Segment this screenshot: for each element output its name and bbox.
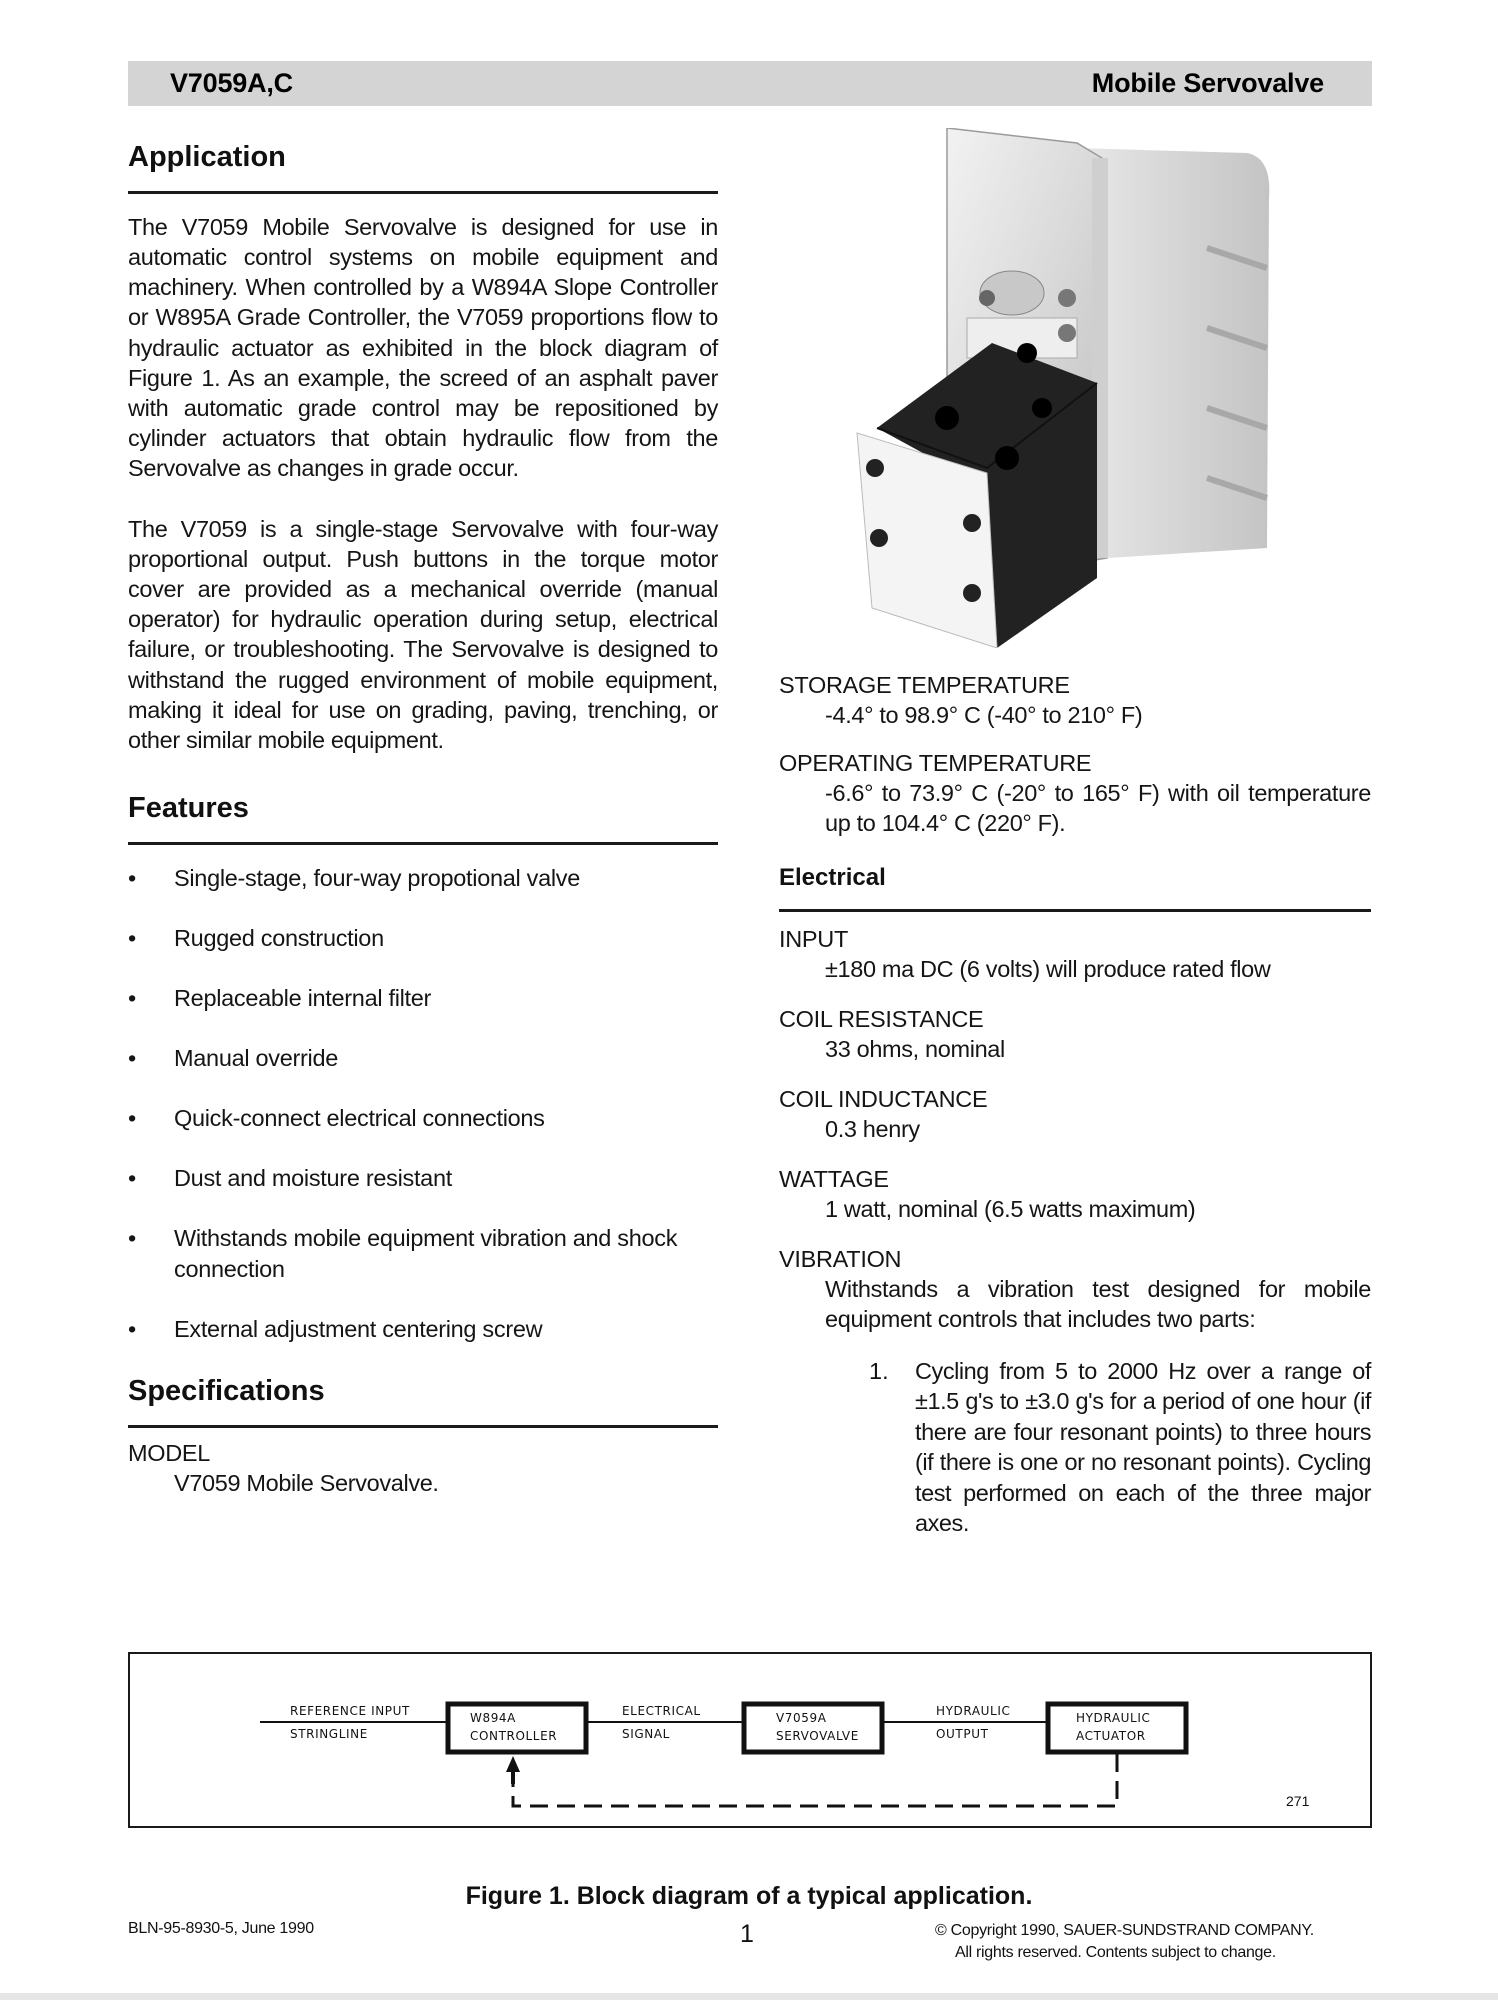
controller-label-1: W894A	[470, 1711, 516, 1725]
spec-label: WATTAGE	[779, 1165, 889, 1192]
right-column	[779, 670, 1371, 1557]
specifications-heading: Specifications	[128, 1374, 718, 1428]
header-model: V7059A,C	[170, 68, 293, 98]
spec-label: COIL RESISTANCE	[779, 1005, 984, 1032]
output-label-1: HYDRAULIC	[936, 1704, 1011, 1718]
bullet-icon: •	[128, 1316, 136, 1343]
spec-value: Withstands a vibration test designed for mobile equipment controls that includes two parts:	[825, 1275, 1371, 1332]
actuator-label-1: HYDRAULIC	[1076, 1711, 1151, 1725]
feature-item: • Replaceable internal filter	[128, 983, 718, 1014]
features-section	[128, 791, 718, 1345]
vibration-list-item	[779, 1356, 1371, 1539]
header-title: Mobile Servovalve	[1091, 68, 1324, 98]
spec-label: MODEL	[128, 1439, 211, 1466]
block-diagram	[130, 1654, 1374, 1830]
spec-value: 33 ohms, nominal	[825, 1035, 1005, 1062]
output-label-2: OUTPUT	[936, 1727, 989, 1741]
spec-value: 1 watt, nominal (6.5 watts maximum)	[825, 1195, 1196, 1222]
page-header-bar	[128, 61, 1372, 106]
footer-copyright	[935, 1920, 1314, 1964]
bullet-icon: •	[128, 1045, 136, 1072]
footer-doc-id: BLN-95-8930-5, June 1990	[128, 1920, 314, 1937]
controller-label-2: CONTROLLER	[470, 1729, 558, 1743]
spec-label: INPUT	[779, 925, 849, 952]
feature-item: • Quick-connect electrical connections	[128, 1103, 718, 1134]
electrical-heading: Electrical	[779, 864, 1371, 912]
application-heading: Application	[128, 140, 718, 194]
figure-number: 271	[1286, 1793, 1310, 1809]
spec-label: STORAGE TEMPERATURE	[779, 672, 1070, 698]
servovalve-label-2: SERVOVALVE	[776, 1729, 859, 1743]
spec-label: COIL INDUCTANCE	[779, 1085, 988, 1112]
bullet-icon: •	[128, 1225, 136, 1252]
features-heading: Features	[128, 791, 718, 845]
feature-item: • Withstands mobile equipment vibration and shock connection	[128, 1225, 678, 1283]
feature-item: • Dust and moisture resistant	[128, 1163, 718, 1194]
copyright-line-2: All rights reserved. Contents subject to change.	[955, 1944, 1276, 1961]
actuator-label-2: ACTUATOR	[1076, 1729, 1146, 1743]
application-paragraph-2: The V7059 is a single-stage Servovalve with four-way proportional output. Push buttons in the torque motor cover are provided as a mechanical override (manual operator) for hydraulic operation during setup, electrical failure, or troubleshooting. The Servovalve is designed to withstand the rugged environment of mobile equipment, making it ideal for use on grading, paving, trenching, or other similar mobile equipment.	[128, 515, 718, 754]
spec-storage-temperature	[779, 670, 1371, 730]
specifications-section	[128, 1374, 718, 1498]
input-label-2: STRINGLINE	[290, 1727, 368, 1741]
bullet-icon: •	[128, 1165, 136, 1192]
figure-caption: Figure 1. Block diagram of a typical application.	[465, 1882, 1033, 1910]
spec-label: VIBRATION	[779, 1245, 902, 1272]
spec-wattage	[779, 1164, 1371, 1224]
feature-item: • Rugged construction	[128, 923, 718, 954]
spec-value: 0.3 henry	[825, 1115, 920, 1142]
spec-input	[779, 924, 1371, 984]
spec-vibration	[779, 1244, 1371, 1539]
feedback-loop	[513, 1754, 1117, 1806]
spec-value: -4.4° to 98.9° C (-40° to 210° F)	[825, 702, 1143, 728]
spec-label: OPERATING TEMPERATURE	[779, 750, 1092, 776]
feature-item: • Single-stage, four-way propotional valve	[128, 863, 718, 894]
list-text: Cycling from 5 to 2000 Hz over a range of ±1.5 g's to ±3.0 g's for a period of one hour (if there are four resonant points) to three hours (if there is one or no resonant points). Cycling test performed on each of the three major axes.	[915, 1357, 1371, 1537]
bullet-icon: •	[128, 925, 136, 952]
bullet-icon: •	[128, 985, 136, 1012]
product-photo	[827, 128, 1301, 648]
application-section	[128, 140, 718, 755]
arrow-up-icon	[506, 1756, 520, 1772]
figure-block-diagram	[128, 1652, 1372, 1828]
features-list	[128, 863, 718, 1345]
input-label-1: REFERENCE INPUT	[290, 1704, 410, 1718]
spec-value: ±180 ma DC (6 volts) will produce rated flow	[825, 955, 1271, 982]
left-column	[128, 140, 718, 1516]
page-bottom-edge	[0, 1993, 1498, 2000]
spec-operating-temperature	[779, 748, 1371, 838]
spec-value: -6.6° to 73.9° C (-20° to 165° F) with oil temperature up to 104.4° C (220° F).	[825, 780, 1371, 836]
application-paragraph-1: The V7059 Mobile Servovalve is designed for use in automatic control systems on mobile equipment and machinery. When controlled by a W894A Slope Controller or W895A Grade Controller, the V7059 proportions flow to hydraulic actuator as exhibited in the block diagram of Figure 1. As an example, the screed of an asphalt paver with automatic grade control may be repositioned by cylinder actuators that obtain hydraulic flow from the Servovalve as changes in grade occur.	[128, 213, 718, 482]
signal-label-1: ELECTRICAL	[622, 1704, 701, 1718]
servovalve-label-1: V7059A	[776, 1711, 827, 1725]
controller-box	[448, 1704, 586, 1752]
copyright-line-1: © Copyright 1990, SAUER-SUNDSTRAND COMPANY.	[935, 1922, 1314, 1939]
list-number: 1.	[869, 1357, 889, 1384]
bullet-icon: •	[128, 865, 136, 892]
feature-item: • External adjustment centering screw	[128, 1314, 718, 1345]
feature-item: • Manual override	[128, 1043, 718, 1074]
servovalve-image	[827, 128, 1301, 648]
spec-coil-inductance	[779, 1084, 1371, 1144]
electrical-section	[779, 864, 1371, 1539]
spec-coil-resistance	[779, 1004, 1371, 1064]
signal-label-2: SIGNAL	[622, 1727, 670, 1741]
footer-page-number: 1	[740, 1920, 754, 1948]
bullet-icon: •	[128, 1105, 136, 1132]
spec-value: V7059 Mobile Servovalve.	[174, 1469, 439, 1496]
spec-model	[128, 1438, 718, 1498]
